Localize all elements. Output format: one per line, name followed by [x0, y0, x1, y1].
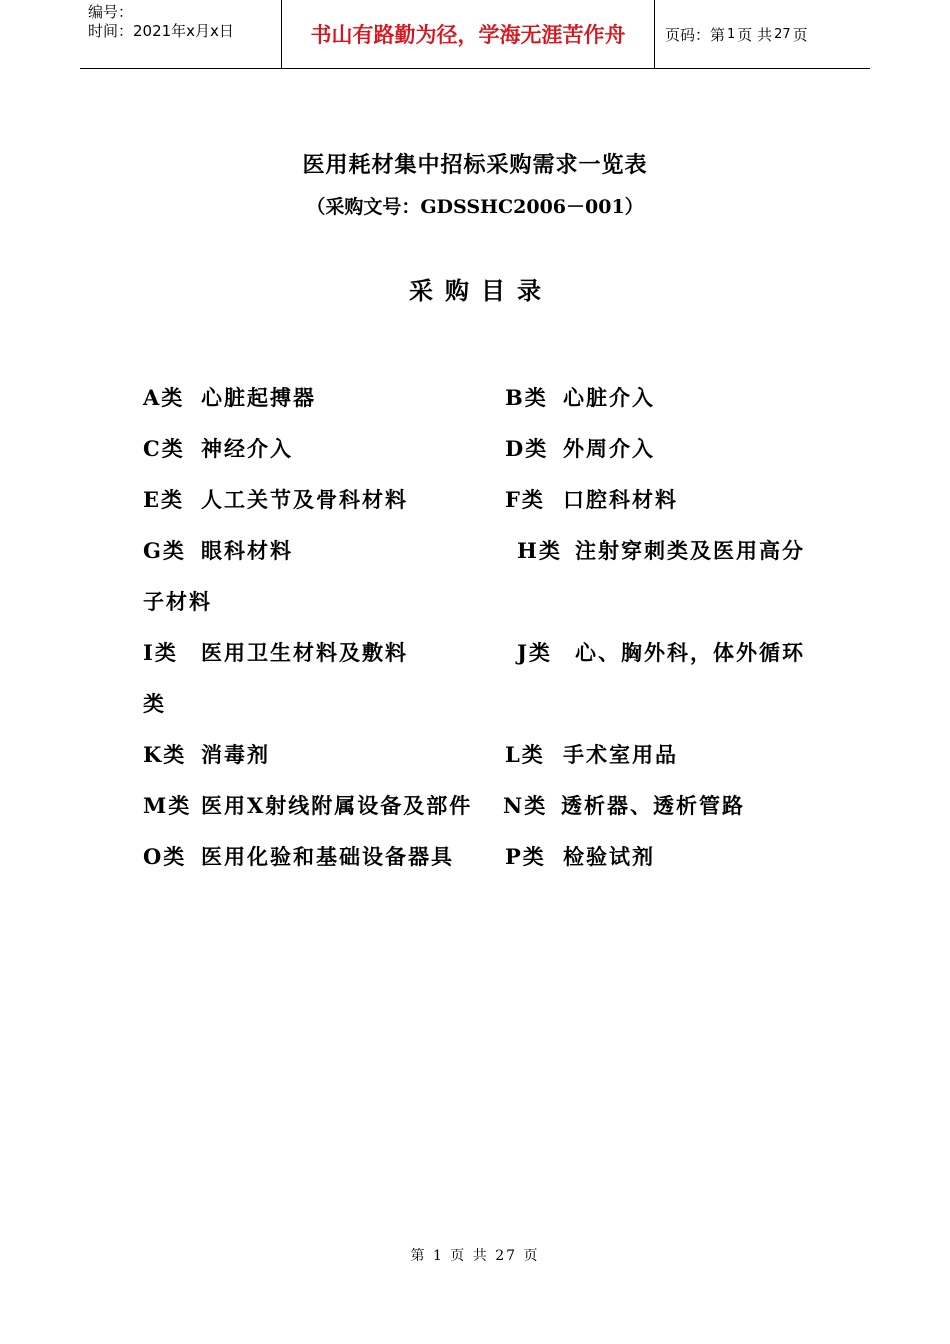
catalog-item-f — [505, 484, 678, 514]
catalog-name: 透析器、透析管路 — [561, 793, 745, 818]
page-prefix: 页码：第 — [665, 25, 726, 44]
catalog-code: G类 — [143, 538, 186, 563]
catalog-item-i — [143, 637, 408, 667]
catalog-item-j — [517, 637, 805, 667]
catalog-name: 注射穿刺类及医用高分 — [575, 538, 805, 563]
catalog-code: L类 — [505, 742, 545, 767]
document-date: 时间：2021年x月x日 — [88, 22, 234, 40]
catalog-item-j-continued: 类 — [143, 691, 166, 716]
catalog-code: N类 — [503, 793, 548, 818]
catalog-code: O类 — [143, 844, 187, 869]
catalog-code: I类 — [143, 640, 178, 665]
document-title: 医用耗材集中招标采购需求一览表 — [302, 152, 648, 178]
page-footer: 第 1 页 共 27 页 — [410, 1248, 540, 1264]
catalog-item-o — [143, 841, 454, 871]
catalog-heading: 采购目录 — [409, 276, 553, 305]
catalog-item-e — [143, 484, 408, 514]
catalog-name: 人工关节及骨科材料 — [201, 487, 408, 512]
catalog-code: H类 — [517, 538, 562, 563]
catalog-name: 检验试剂 — [563, 844, 655, 869]
catalog-item-h-continued: 子材料 — [143, 589, 212, 614]
header-page-indicator — [655, 0, 870, 68]
catalog-code: A类 — [143, 385, 185, 410]
catalog-item-n — [503, 790, 745, 820]
catalog-name: 心脏介入 — [563, 385, 655, 410]
page-total: 27 — [774, 26, 791, 42]
page-middle: 页 共 — [737, 25, 773, 44]
catalog-name: 手术室用品 — [563, 742, 678, 767]
catalog-code: D类 — [505, 436, 549, 461]
catalog-name: 口腔科材料 — [563, 487, 678, 512]
catalog-code: P类 — [505, 844, 546, 869]
document-number: （采购文号：GDSSHC2006－001） — [306, 196, 644, 218]
page-header — [80, 0, 870, 69]
catalog-name: 心、胸外科，体外循环 — [575, 640, 805, 665]
catalog-name: 医用卫生材料及敷料 — [201, 640, 408, 665]
document-number-label: 编号： — [88, 3, 134, 21]
catalog-item-k — [143, 739, 270, 769]
catalog-code: E类 — [143, 487, 185, 512]
catalog-name: 消毒剂 — [201, 742, 270, 767]
catalog-item-a — [143, 382, 316, 412]
catalog-name: 眼科材料 — [201, 538, 293, 563]
catalog-name: 医用X射线附属设备及部件 — [201, 793, 473, 818]
catalog-item-l — [505, 739, 678, 769]
catalog-name: 心脏起搏器 — [201, 385, 316, 410]
catalog-code: C类 — [143, 436, 185, 461]
catalog-item-c — [143, 433, 293, 463]
catalog-name: 医用化验和基础设备器具 — [201, 844, 454, 869]
catalog-item-h — [517, 535, 805, 565]
catalog-item-p — [505, 841, 655, 871]
catalog-item-b — [505, 382, 655, 412]
catalog-code: K类 — [143, 742, 187, 767]
catalog-item-m — [143, 790, 472, 820]
header-meta — [80, 0, 282, 68]
catalog-item-g — [143, 535, 293, 565]
catalog-code: J类 — [517, 640, 552, 665]
catalog-name: 外周介入 — [563, 436, 655, 461]
catalog-code: F类 — [505, 487, 545, 512]
page-current: 1 — [727, 26, 736, 42]
catalog-item-d — [505, 433, 655, 463]
catalog-name: 神经介入 — [201, 436, 293, 461]
catalog-code: B类 — [505, 385, 548, 410]
page-suffix: 页 — [792, 25, 808, 44]
catalog-code: M类 — [143, 793, 192, 818]
header-motto: 书山有路勤为径，学海无涯苦作舟 — [282, 0, 655, 68]
